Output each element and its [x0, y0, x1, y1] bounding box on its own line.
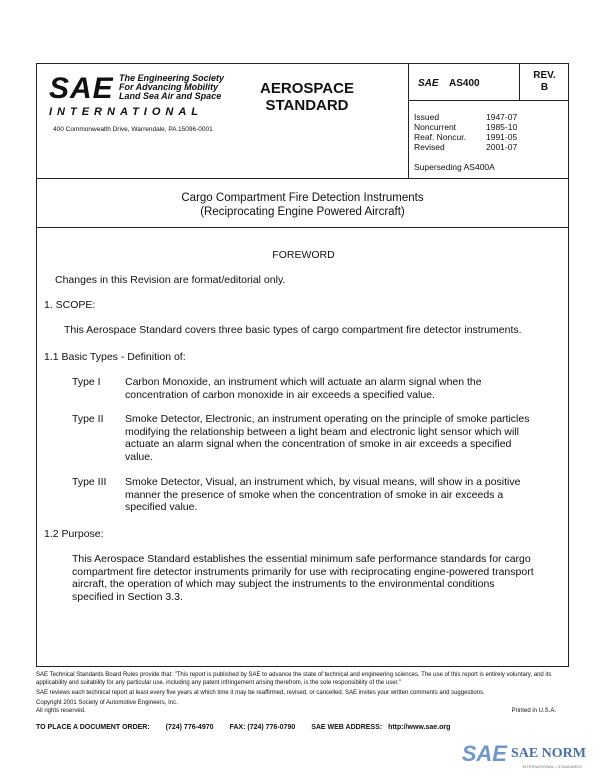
superseding-note: Superseding AS400A [414, 162, 495, 172]
document-frame [36, 63, 569, 667]
date-value: 1947-07 [486, 112, 518, 122]
document-title [37, 191, 568, 219]
scope-heading: 1. SCOPE: [44, 299, 96, 311]
scope-text: This Aerospace Standard covers three basic types of cargo compartment fire detector instruments. [64, 324, 522, 336]
type-label: Type I [72, 376, 101, 388]
type-line: manner the presence of smoke when the concentration of smoke in air exceeds a [125, 488, 504, 501]
tagline-line-3: Land Sea Air and Space [119, 91, 222, 101]
order-phone: (724) 776-4970 [165, 724, 214, 731]
date-value: 1985-10 [486, 122, 518, 132]
document-number [418, 78, 480, 89]
date-label: Reaf. Noncur. [414, 132, 466, 142]
type-line: value. [125, 450, 154, 463]
title-bottom-rule [37, 227, 568, 228]
type-line: specified value. [125, 501, 198, 513]
type-label: Type III [72, 476, 107, 488]
type-label: Type II [72, 413, 104, 425]
purpose-line: aircraft, the operation of which may subject the instruments to the environmental conditions [72, 578, 495, 590]
type-line: Smoke Detector, Visual, an instrument which, by visual means, will show in a positive [125, 476, 521, 488]
type-description [125, 413, 529, 463]
international-label: INTERNATIONAL [49, 106, 204, 118]
purpose-line: compartment fire detector instruments primarily for use with reciprocating engine-powered transport [72, 565, 534, 578]
date-label: Revised [414, 142, 445, 152]
footer-copyright: Copyright 2001 Society of Automotive Engineers, Inc. [36, 700, 178, 706]
purpose-line: This Aerospace Standard establishes the essential minimum safe performance standards for cargo [72, 553, 531, 565]
purpose-text [72, 553, 567, 603]
type-description [125, 476, 520, 514]
title-line-1: AEROSPACE [260, 80, 354, 97]
doc-number-value: AS400 [448, 78, 480, 89]
order-fax: FAX: (724) 776-0790 [229, 724, 296, 731]
title-line-2: STANDARD [265, 97, 349, 114]
date-row [414, 142, 517, 152]
footer-review-note: SAE reviews each technical report at least every five years at which time it may be reaffirmed, revised, or cancelled. SAE invites your written comments and suggestions. [36, 690, 485, 696]
foreword-heading: FOREWORD [272, 249, 335, 261]
footer-printed: Printed in U.S.A. [511, 708, 556, 714]
footer-disclaimer: SAE Technical Standards Board Rules provide that: "This report is published by SAE to advance the state of technical and engineering sciences. The use of this report is entirely voluntary, and its applicability and suitability for any particular use, including any patent infringement arising therefrom, is the sole responsibility of the user." [36, 672, 552, 686]
footer-rights: All rights reserved. [36, 708, 86, 714]
header-divider [408, 64, 409, 178]
type-line: modifying the relationship between a light beam and electronic light sensor which will [125, 425, 519, 438]
date-row [414, 132, 517, 142]
type-line: Smoke Detector, Electronic, an instrument operating on the principle of smoke particles [125, 413, 530, 425]
type-line: actuate an alarm signal when the concentration of smoke in air exceeds a specified [125, 438, 512, 450]
type-description [125, 376, 482, 401]
type-line: concentration of carbon monoxide in air exceeds a specified value. [125, 388, 435, 401]
type-definition [72, 413, 532, 463]
docnum-divider [408, 100, 568, 101]
section-1-1-heading: 1.1 Basic Types - Definition of: [44, 351, 186, 363]
rev-value: B [540, 82, 549, 93]
type-definition [72, 376, 532, 401]
sae-logo-mark: SAE [49, 72, 114, 105]
date-value: 1991-05 [486, 132, 518, 142]
date-row [414, 112, 517, 122]
purpose-line: specified in Section 3.3. [72, 590, 183, 603]
footer-rights-row [36, 707, 576, 715]
order-label: TO PLACE A DOCUMENT ORDER: [36, 724, 150, 731]
watermark-logo: SAE [461, 741, 507, 766]
legal-footer [36, 671, 576, 715]
foreword-text: Changes in this Revision are format/editorial only. [55, 274, 286, 286]
doc-logo: SAE [418, 78, 439, 89]
date-row [414, 122, 517, 132]
rev-label: REV. [533, 70, 556, 81]
web-address[interactable]: http://www.sae.org [388, 724, 451, 731]
society-tagline [119, 74, 224, 101]
date-label: Noncurrent [414, 122, 457, 132]
doc-title-line-2: (Reciprocating Engine Powered Aircraft) [200, 206, 405, 218]
watermark-text: SAE NORM [510, 746, 586, 761]
section-1-2-heading: 1.2 Purpose: [44, 528, 104, 540]
type-line: Carbon Monoxide, an instrument which will actuate an alarm signal when the [125, 376, 482, 388]
header-bottom-rule [37, 178, 568, 179]
watermark-subtext: INTERNATIONAL • STANDARDS [522, 764, 582, 769]
date-label: Issued [414, 112, 440, 122]
sae-logo [49, 72, 259, 133]
web-label: SAE WEB ADDRESS: [311, 724, 383, 731]
type-definition [72, 476, 532, 514]
doc-title-line-1: Cargo Compartment Fire Detection Instruments [181, 192, 424, 204]
order-info [36, 724, 464, 731]
standard-type-title [257, 80, 357, 114]
society-address: 400 Commonwealth Drive, Warrendale, PA 15096-0001 [53, 126, 213, 133]
tagline-line-1: The Engineering Society [119, 73, 225, 83]
date-value: 2001-07 [486, 142, 518, 152]
date-history [414, 112, 517, 152]
revision-box [519, 70, 570, 94]
tagline-line-2: For Advancing Mobility [119, 82, 219, 92]
